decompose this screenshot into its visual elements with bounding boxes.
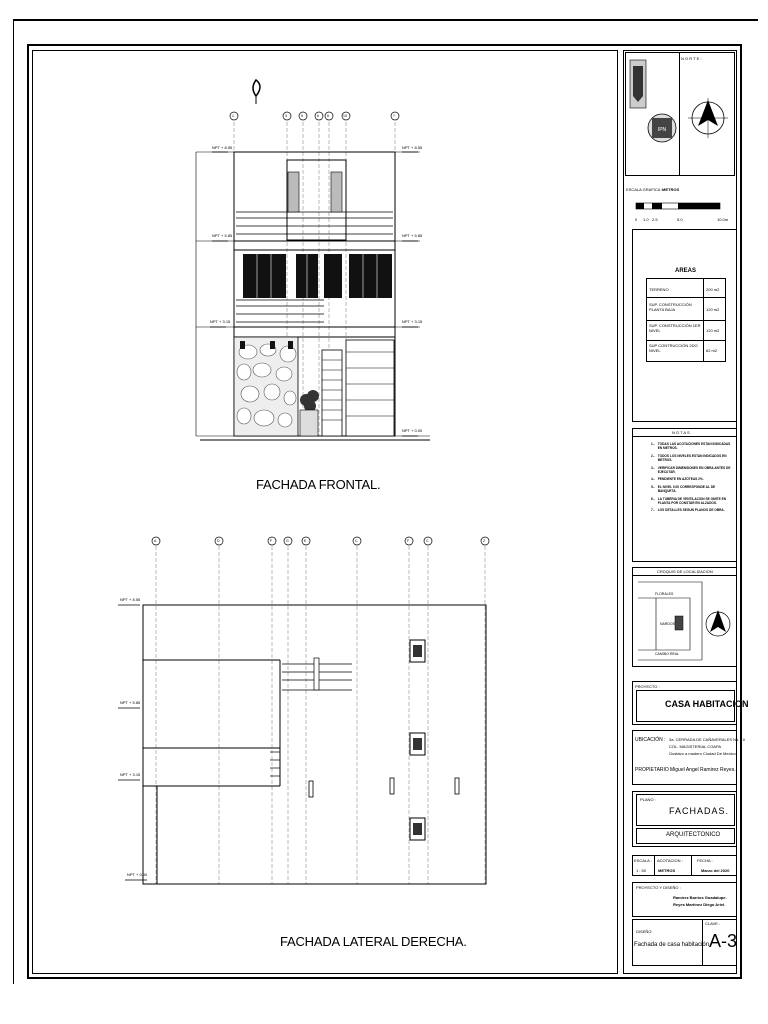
plan-name: FACHADAS. [669, 806, 730, 816]
areas-row-label: TERRENO [649, 287, 669, 292]
level-label: NPT + 3.15 [402, 319, 423, 324]
date-value: Marzo del 2020 [701, 868, 730, 873]
level-label: NPT + 3.15 [120, 772, 141, 777]
designer-name: Ramirez Barrios Guadalupe. [673, 895, 727, 900]
axis-label: G [286, 539, 289, 543]
units-value: METROS [658, 868, 676, 873]
date-label: FECHA : [697, 858, 713, 863]
units-label: ACOTACION : [657, 858, 683, 863]
street-label: NARDOS [660, 622, 675, 626]
design-value: Fachada de casa habitación [634, 942, 710, 948]
level-label: NPT + 0.00 [127, 872, 148, 877]
designer-name: Reyes Martinez Diego Ariel. [673, 902, 726, 907]
axis-label: 6 [317, 114, 319, 118]
areas-row-value: 120 m2 [706, 328, 720, 333]
svg-text:IPN: IPN [657, 127, 667, 133]
scale-meta-label: ESCALA : [634, 858, 652, 863]
address-label: UBICACIÓN : [635, 737, 666, 743]
street-label: FLORALES [655, 592, 674, 596]
location-title: CROQUIS DE LOCALIZACION [657, 569, 713, 574]
axis-label: F [407, 539, 410, 543]
axis-label: 10 [343, 114, 347, 118]
areas-row-label: SUP. CONSTRUCCIÓN PLANTA BAJA [649, 302, 692, 312]
project-name: CASA HABITACION [665, 699, 749, 709]
address-line: COL. MAGISTERIAL COAPA [669, 744, 722, 749]
owner-label: PROPIETARIO : [635, 767, 672, 773]
axis-label: C [426, 539, 429, 543]
scale-tick: 10.0m [717, 217, 729, 222]
notes-list: 1.- TODAS LAS ACOTACIONES ESTAN INDICADAS EN METROS. 2.- TODOS LOS NIVELES ESTAN INDICADOS EN METROS. 3.- VERIFICAR DIMENSIONES EN OBRA ANTES DE EJECUTAR. 4.- PENDIENTE EN AZOTEAS 2%. 5.- EL NIVEL 0.00 CORRESPONDE AL DE BANQUETA. 6.- LA TUBERIA DE VENTILACION SE OMITE EN PLANTA POR CONSTAR EN ALZADOS. 7.- LOS DETALLES SEGUN PLANOS DE OBRA. [651, 442, 731, 513]
axis-label: E [304, 539, 307, 543]
axis-label: A [154, 539, 157, 543]
areas-row-label: SUP. CONSTRUCCIÓN 1ER NIVEL [649, 323, 701, 333]
sheet-key: A-3 [709, 931, 738, 951]
axis-label: 7 [393, 114, 395, 118]
project-label: PROYECTO : [635, 684, 660, 689]
scale-label: ESCALA GRAFICA : [626, 187, 663, 192]
level-label: NPT + 8.55 [120, 597, 141, 602]
axis-label: 5 [301, 114, 303, 118]
axis-label: 8 [327, 114, 329, 118]
scale-tick: 2.5 [652, 217, 658, 222]
areas-row-value: 200 m2 [706, 287, 720, 292]
axis-label: Z [483, 539, 486, 543]
designers-label: PROYECTO Y DISEÑO : [636, 885, 681, 890]
axis-label: F [270, 539, 273, 543]
areas-row-value: 62 m2 [706, 348, 718, 353]
level-label: NPT + 0.00 [402, 428, 423, 433]
street-label: CAMINO REAL [655, 652, 680, 656]
axis-label: 1 [232, 114, 234, 118]
level-label: NPT + 8.55 [212, 145, 233, 150]
axis-label: C [355, 539, 358, 543]
scale-meta-value: 1 : 50 [636, 868, 647, 873]
notes-title: N O T A S [672, 430, 690, 435]
address-line: Gustavo a madero Ciudad De Mexico. [669, 751, 737, 756]
areas-row-value: 120 m2 [706, 307, 720, 312]
scale-tick: 0 [635, 217, 638, 222]
level-label: NPT + 5.85 [212, 233, 233, 238]
owner-name: Miguel Angel Ramirez Reyes. [670, 767, 736, 773]
scale-tick: 5.0 [677, 217, 683, 222]
side-elevation-title: FACHADA LATERAL DERECHA. [280, 934, 467, 949]
plan-type: ARQUITECTONICO [666, 832, 721, 838]
areas-title: AREAS [675, 268, 697, 274]
address-line: 3a. CERRADA DE CAÑAVERALES No. 10 [669, 737, 745, 742]
design-label: DISEÑO: [636, 929, 653, 934]
level-label: NPT + 5.85 [120, 700, 141, 705]
level-label: NPT + 5.85 [402, 233, 423, 238]
areas-row-label: SUP CONTRUCCIÓN 2DO NIVEL [649, 343, 698, 353]
key-label: CLAVE : [705, 921, 721, 926]
axis-label: 3 [285, 114, 287, 118]
axis-label: D [217, 539, 220, 543]
plan-label: PLANO : [640, 797, 656, 802]
level-label: NPT + 3.15 [210, 319, 231, 324]
level-label: NPT + 8.55 [402, 145, 423, 150]
scale-tick: 1.0 [643, 217, 649, 222]
scale-unit: METROS [662, 187, 680, 192]
north-label: N O R T E : [681, 56, 702, 61]
front-elevation-title: FACHADA FRONTAL. [256, 477, 381, 492]
